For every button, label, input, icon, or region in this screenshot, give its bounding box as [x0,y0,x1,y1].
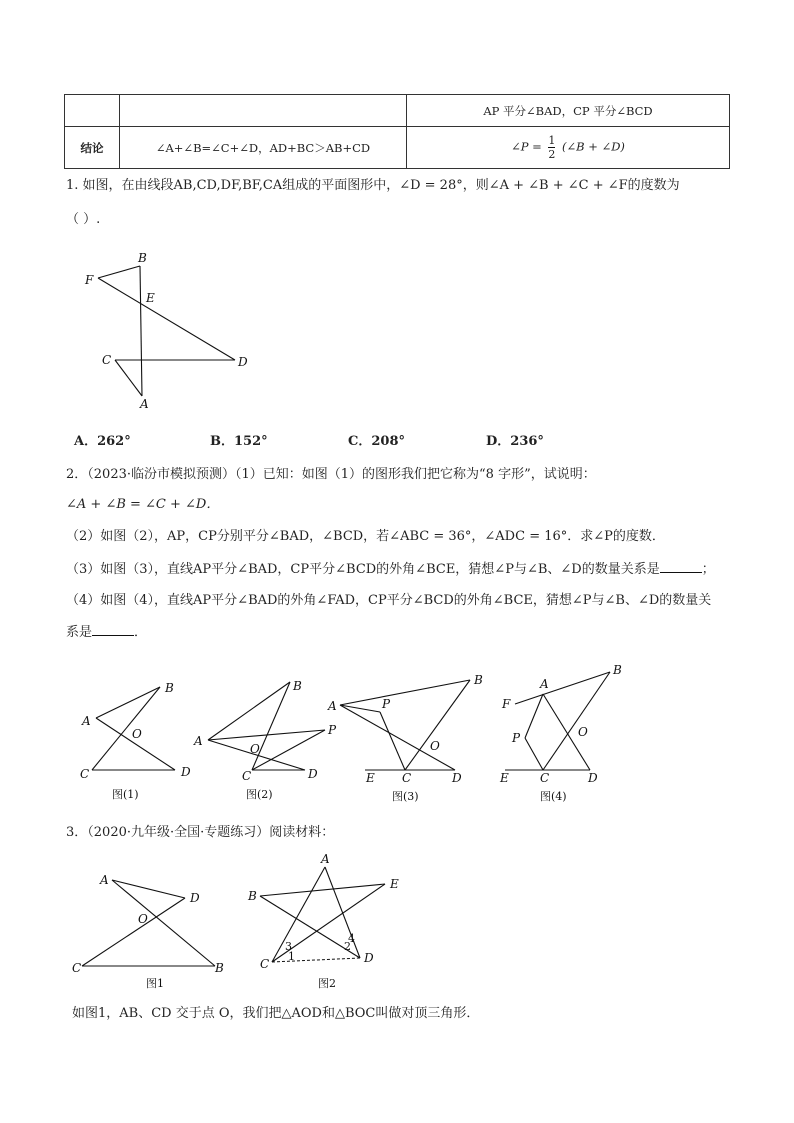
seg [340,680,470,705]
figure-caption-2: 图(2) [246,788,273,801]
label-D: D [308,767,318,781]
label-B: B [613,663,622,677]
figure-caption-1: 图(1) [112,788,139,801]
angle-3: 3 [285,940,292,953]
q3-figure-1 [72,873,224,990]
label-D: D [588,771,598,785]
seg [272,867,325,962]
figure-1 [80,681,191,801]
figure-3 [327,673,483,803]
label-B: B [293,679,302,693]
label-P: P [382,697,391,711]
angle-2: 2 [344,940,351,953]
label-P: P [328,723,337,737]
angle-1: 1 [288,950,295,963]
segment-BA [140,266,142,396]
q1-text-line2: （ ）. [66,212,101,227]
label-A: A [100,873,109,887]
q2-line5: （4）如图（4），直线AP平分∠BAD的外角∠FAD，CP平分∠BCD的外角∠BCE，猜想∠P与∠B、∠D的数量关 [66,593,712,608]
point-label-E: E [146,291,155,305]
q2-line4-end: ； [701,562,715,577]
point-label-B: B [138,251,147,265]
seg [96,687,160,718]
formula-prefix: ∠P = [511,139,542,154]
label-B: B [248,889,257,903]
label-O: O [132,727,142,741]
formula-suffix: (∠B + ∠D) [562,139,625,154]
fraction-denominator: 2 [548,148,556,161]
label-C: C [242,769,252,783]
q2-line6 [66,624,147,641]
label-E: E [390,877,399,891]
point-label-C: C [102,353,112,367]
label-F: F [502,697,511,711]
figure-caption-q3-2: 图2 [318,977,336,990]
seg [515,672,610,704]
q2-figures [60,660,740,810]
label-B: B [215,961,224,975]
label-A: A [82,714,91,728]
seg [92,687,160,770]
point-label-A: A [140,397,149,411]
answer-blank[interactable] [660,561,702,573]
q3-line1: 3．（2020·九年级·全国·专题练习）阅读材料： [66,825,335,840]
point-label-D: D [238,355,248,369]
q3-last-line: 如图1，AB、CD 交于点 O，我们把△AOD和△BOC叫做对顶三角形． [72,1006,480,1021]
seg [525,694,543,738]
seg [340,705,455,770]
q1-text-line1: 1. 如图，在由线段AB,CD,DF,BF,CA组成的平面图形中，∠D = 28°，则∠A + ∠B + ∠C + ∠F的度数为 [66,178,680,193]
q2-line4-text: （3）如图（3），直线AP平分∠BAD，CP平分∠BCD的外角∠BCE，猜想∠P与∠B、∠D的数量关系是 [66,562,660,577]
label-D: D [181,765,191,779]
label-A: A [194,734,203,748]
point-label-F: F [85,273,94,287]
seg [82,898,185,966]
label-A: A [540,677,549,691]
label-C: C [72,961,82,975]
figure-4 [499,663,622,803]
seg [252,730,325,770]
label-O: O [578,725,588,739]
dashed-segment-CD [272,958,360,962]
segment-FB [98,266,140,278]
seg [543,672,610,770]
table-cell [120,95,407,127]
table-cell [65,95,120,127]
q1-option-b[interactable]: B．152° [210,434,268,449]
seg [405,680,470,770]
table-row [65,127,730,169]
label-B: B [165,681,174,695]
q2-line6-text: 系是 [66,625,93,640]
q3-figure-2 [247,852,399,990]
table-row [65,95,730,127]
label-D: D [452,771,462,785]
q2-figures-svg [60,660,740,810]
seg [380,712,405,770]
label-C: C [260,957,270,971]
q1-figure [80,248,260,413]
table-cell: AP 平分∠BAD，CP 平分∠BCD [407,95,730,127]
label-E: E [366,771,375,785]
answer-blank[interactable] [92,624,134,636]
label-C: C [402,771,412,785]
label-B: B [474,673,483,687]
figure-2 [193,679,337,801]
formula-cell [407,127,730,169]
label-D: D [364,951,374,965]
q1-option-d[interactable]: D．236° [486,434,544,449]
figure-caption-4: 图(4) [540,790,567,803]
label-C: C [540,771,550,785]
summary-table [64,94,730,169]
seg [208,730,325,740]
figure-caption-q3-1: 图1 [146,977,164,990]
label-D: D [190,891,200,905]
label-O: O [430,739,440,753]
table-cell: ∠A+∠B=∠C+∠D，AD+BC＞AB+CD [120,127,407,169]
label-C: C [80,767,90,781]
label-A: A [321,852,330,866]
q3-figures-svg [60,850,440,1000]
label-E: E [500,771,509,785]
fraction-numerator: 1 [548,134,556,147]
seg [525,738,543,770]
segment-FD [98,278,235,360]
fraction [548,134,555,161]
q3-figures [60,850,440,1000]
label-O: O [138,912,148,926]
seg [260,884,385,896]
q1-option-a[interactable]: A．262° [74,434,131,449]
figure-caption-3: 图(3) [392,790,419,803]
label-A: A [328,699,337,713]
angle-4: 4 [348,932,355,945]
conclusion-label: 结论 [65,127,120,169]
q2-line4 [66,561,715,578]
q2-line3: （2）如图（2），AP，CP分别平分∠BAD，∠BCD，若∠ABC = 36°，∠ADC = 16°．求∠P的度数． [66,529,665,544]
q2-line6-end: ． [134,625,148,640]
label-P: P [512,731,521,745]
label-O: O [250,742,260,756]
q1-figure-svg [80,248,260,413]
q2-line1: 2．（2023·临汾市模拟预测）（1）已知：如图（1）的图形我们把它称为“8 字形”，试说明： [66,467,596,482]
segment-CA [115,360,142,396]
q1-option-c[interactable]: C．208° [348,434,405,449]
q2-line2: ∠A + ∠B = ∠C + ∠D． [66,497,220,512]
seg [96,718,175,770]
